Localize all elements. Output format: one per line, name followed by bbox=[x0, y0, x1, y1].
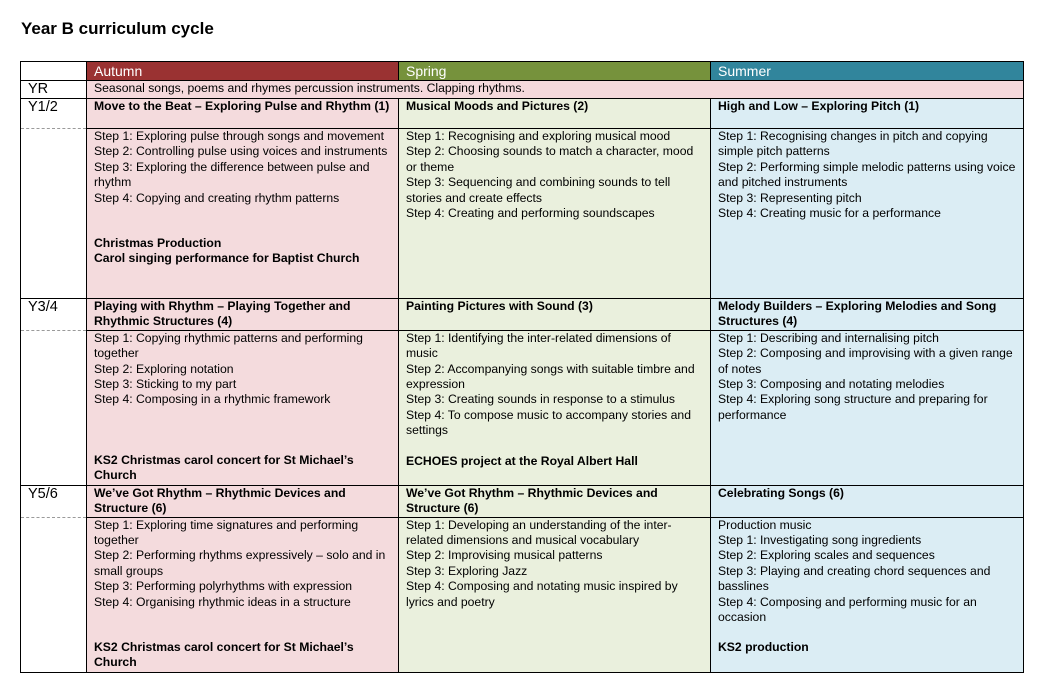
year-spacer-y12 bbox=[21, 129, 87, 299]
step-item: Step 4: Copying and creating rhythm patterns bbox=[94, 190, 340, 205]
header-corner bbox=[21, 62, 87, 81]
step-item: Step 3: Exploring Jazz bbox=[406, 563, 528, 578]
y56-summer-title: Celebrating Songs (6) bbox=[711, 485, 1024, 517]
year-label-yr: YR bbox=[21, 81, 87, 99]
curriculum-table bbox=[20, 61, 1024, 673]
y12-autumn-content bbox=[87, 129, 399, 299]
step-item: Step 2: Accompanying songs with suitable timbre and expression bbox=[406, 361, 695, 392]
step-item: Step 1: Exploring time signatures and performing together bbox=[94, 517, 359, 548]
event-note: KS2 production bbox=[718, 640, 809, 655]
y34-summer-content bbox=[711, 330, 1024, 485]
step-item: Step 1: Identifying the inter-related dimensions of music bbox=[406, 330, 671, 361]
step-item: Step 1: Recognising changes in pitch and copying simple pitch patterns bbox=[718, 129, 988, 159]
year-label-y56: Y5/6 bbox=[21, 485, 87, 517]
step-item: Step 3: Sequencing and combining sounds to tell stories and create effects bbox=[406, 175, 671, 205]
event-note: ECHOES project at the Royal Albert Hall bbox=[406, 453, 638, 468]
step-item: Step 2: Controlling pulse using voices and instruments bbox=[94, 144, 388, 159]
step-item: Step 2: Performing rhythms expressively – solo and in small groups bbox=[94, 548, 386, 578]
step-item: Step 1: Exploring pulse through songs and movement bbox=[94, 129, 384, 143]
y12-spring-title: Musical Moods and Pictures (2) bbox=[399, 99, 711, 129]
step-item: Step 1: Recognising and exploring musical mood bbox=[406, 129, 671, 143]
y12-autumn-title: Move to the Beat – Exploring Pulse and Rhythm (1) bbox=[87, 99, 399, 129]
event-note: KS2 Christmas carol concert for St Michael’s Church bbox=[94, 640, 354, 670]
y34-spring-content bbox=[399, 330, 711, 485]
header-summer: Summer bbox=[711, 62, 1024, 81]
step-item: Step 1: Developing an understanding of the inter-related dimensions and musical vocabulary bbox=[406, 517, 672, 548]
year-spacer-y34 bbox=[21, 330, 87, 485]
step-item: Step 3: Exploring the difference between pulse and rhythm bbox=[94, 159, 370, 190]
step-item: Step 3: Representing pitch bbox=[718, 190, 862, 205]
step-item: Step 4: Composing and notating music inspired by lyrics and poetry bbox=[406, 579, 678, 609]
step-item: Step 4: Exploring song structure and preparing for performance bbox=[718, 392, 988, 422]
y56-spring-title: We’ve Got Rhythm – Rhythmic Devices and Structure (6) bbox=[399, 485, 711, 517]
event-note: Carol singing performance for Baptist Church bbox=[94, 251, 360, 266]
y12-summer-content bbox=[711, 129, 1024, 299]
step-item: Step 4: Composing in a rhythmic framework bbox=[94, 392, 331, 407]
y56-autumn-content bbox=[87, 517, 399, 672]
step-item: Step 2: Performing simple melodic patterns using voice and pitched instruments bbox=[718, 159, 1016, 190]
event-note: Christmas Production bbox=[94, 236, 222, 251]
header-autumn: Autumn bbox=[87, 62, 399, 81]
y56-spring-content bbox=[399, 517, 711, 672]
step-item: Step 3: Composing and notating melodies bbox=[718, 377, 945, 392]
page-title: Year B curriculum cycle bbox=[21, 19, 214, 38]
step-item: Step 3: Creating sounds in response to a stimulus bbox=[406, 392, 675, 407]
y34-autumn-title: Playing with Rhythm – Playing Together and Rhythmic Structures (4) bbox=[87, 299, 399, 331]
year-label-y34: Y3/4 bbox=[21, 299, 87, 331]
step-item: Step 1: Describing and internalising pitch bbox=[718, 330, 939, 345]
step-item: Step 3: Performing polyrhythms with expression bbox=[94, 579, 353, 594]
intro-text: Production music bbox=[718, 517, 812, 532]
year-spacer-y56 bbox=[21, 517, 87, 672]
step-item: Step 2: Composing and improvising with a given range of notes bbox=[718, 346, 1013, 376]
step-item: Step 4: Creating music for a performance bbox=[718, 206, 941, 221]
step-item: Step 4: Organising rhythmic ideas in a structure bbox=[94, 594, 351, 609]
y12-summer-title: High and Low – Exploring Pitch (1) bbox=[711, 99, 1024, 129]
step-item: Step 4: Creating and performing soundscapes bbox=[406, 206, 655, 221]
step-item: Step 3: Sticking to my part bbox=[94, 377, 237, 392]
event-note: KS2 Christmas carol concert for St Michael’s Church bbox=[94, 452, 354, 483]
step-item: Step 2: Improvising musical patterns bbox=[406, 548, 603, 563]
y34-summer-title: Melody Builders – Exploring Melodies and Song Structures (4) bbox=[711, 299, 1024, 331]
step-item: Step 2: Choosing sounds to match a character, mood or theme bbox=[406, 144, 694, 174]
y34-spring-title: Painting Pictures with Sound (3) bbox=[399, 299, 711, 331]
step-item: Step 2: Exploring notation bbox=[94, 361, 234, 376]
step-item: Step 3: Playing and creating chord sequences and basslines bbox=[718, 563, 991, 594]
year-label-y12: Y1/2 bbox=[21, 99, 87, 129]
y12-spring-content bbox=[399, 129, 711, 299]
yr-summary: Seasonal songs, poems and rhymes percussion instruments. Clapping rhythms. bbox=[87, 81, 1024, 99]
step-item: Step 1: Investigating song ingredients bbox=[718, 533, 922, 548]
y56-autumn-title: We’ve Got Rhythm – Rhythmic Devices and Structure (6) bbox=[87, 485, 399, 517]
step-item: Step 2: Exploring scales and sequences bbox=[718, 548, 935, 563]
y56-summer-content bbox=[711, 517, 1024, 672]
step-item: Step 4: To compose music to accompany stories and settings bbox=[406, 407, 691, 438]
step-item: Step 4: Composing and performing music for an occasion bbox=[718, 594, 977, 625]
y34-autumn-content bbox=[87, 330, 399, 485]
step-item: Step 1: Copying rhythmic patterns and performing together bbox=[94, 330, 363, 361]
header-spring: Spring bbox=[399, 62, 711, 81]
